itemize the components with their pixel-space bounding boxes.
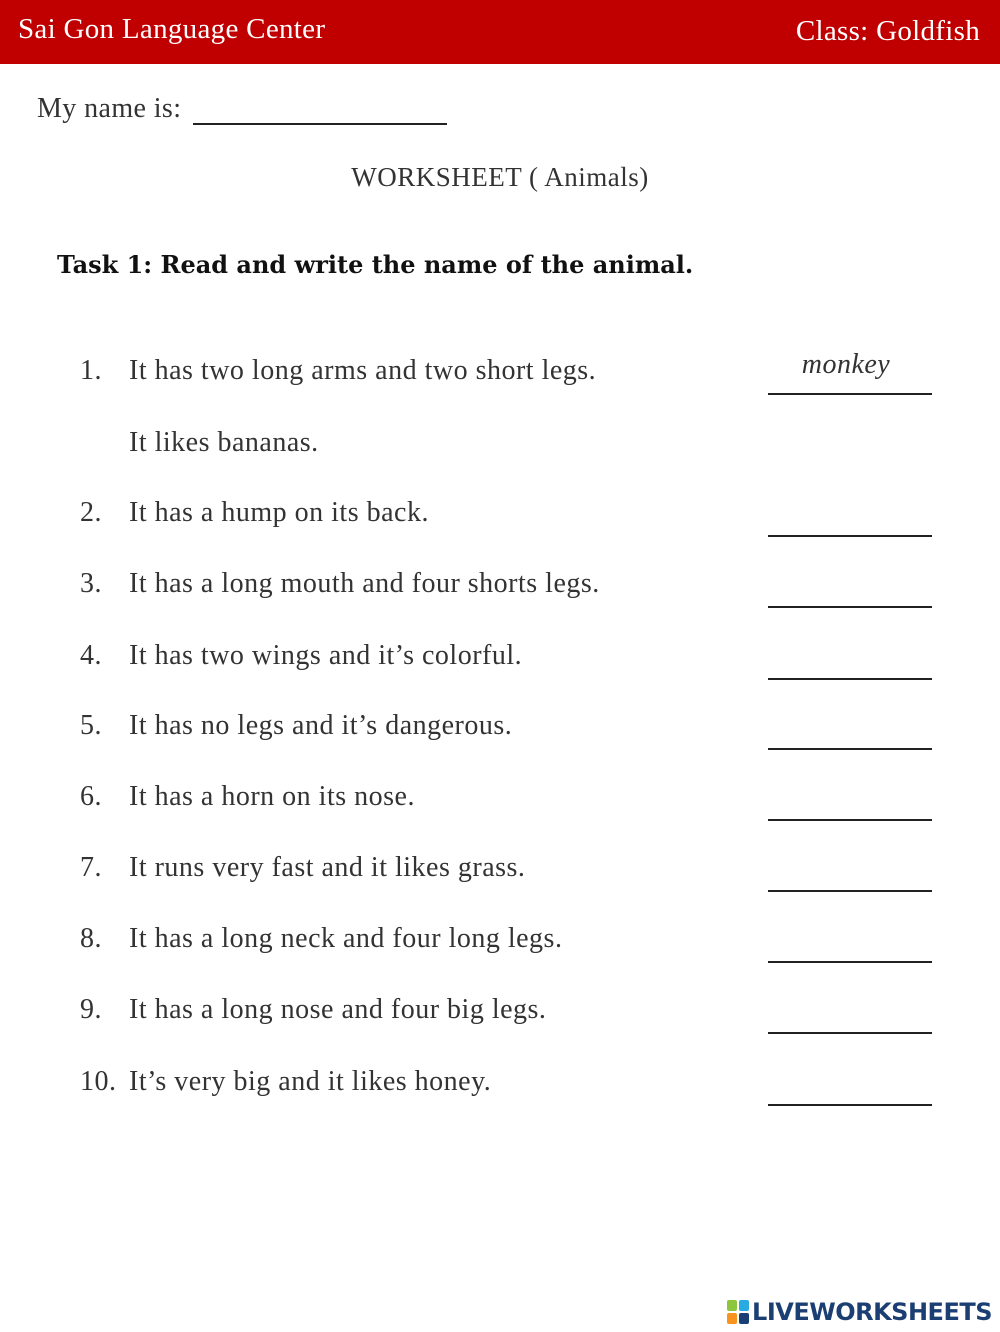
- answer-input[interactable]: [768, 640, 932, 680]
- question-text: It has two long arms and two short legs.: [129, 355, 597, 386]
- question-text: It has a long nose and four big legs.: [129, 994, 547, 1025]
- header-bar: [0, 0, 1000, 64]
- task-title: Task 1: Read and write the name of the animal.: [57, 250, 694, 279]
- question-number: 4.: [80, 640, 102, 671]
- logo-text: LIVEWORKSHEETS: [752, 1298, 992, 1326]
- question-item-5: [0, 710, 1000, 754]
- question-number: 10.: [80, 1066, 117, 1097]
- question-item-4: [0, 640, 1000, 684]
- answer-input[interactable]: [768, 852, 932, 892]
- answer-input[interactable]: [768, 1066, 932, 1106]
- question-text: It runs very fast and it likes grass.: [129, 852, 526, 883]
- question-text: It has two wings and it’s colorful.: [129, 640, 523, 671]
- name-field-row: [37, 93, 447, 125]
- question-number: 5.: [80, 710, 102, 741]
- answer-input[interactable]: [768, 710, 932, 750]
- question-1-continuation: It likes bananas.: [129, 427, 319, 458]
- question-number: 8.: [80, 923, 102, 954]
- question-text: It has a long mouth and four shorts legs.: [129, 568, 600, 599]
- answer-input[interactable]: [768, 781, 932, 821]
- question-item-8: [0, 923, 1000, 967]
- answer-input[interactable]: [768, 994, 932, 1034]
- question-text: It has a hump on its back.: [129, 497, 429, 528]
- class-label: Class: Goldfish: [795, 15, 980, 47]
- name-label: My name is:: [37, 93, 182, 124]
- question-text: It’s very big and it likes honey.: [129, 1066, 492, 1097]
- question-text: It has a horn on its nose.: [129, 781, 415, 812]
- answer-input[interactable]: [768, 497, 932, 537]
- worksheet-title: WORKSHEET ( Animals): [351, 162, 649, 192]
- liveworksheets-logo-icon: [727, 1300, 749, 1324]
- question-item-7: [0, 852, 1000, 896]
- question-text: It has no legs and it’s dangerous.: [129, 710, 513, 741]
- answer-input[interactable]: [768, 923, 932, 963]
- question-item-9: [0, 994, 1000, 1038]
- answer-input[interactable]: [768, 349, 932, 395]
- name-input[interactable]: [193, 93, 447, 125]
- center-name: Sai Gon Language Center: [18, 13, 326, 45]
- answer-text: monkey: [801, 349, 891, 380]
- question-number: 9.: [80, 994, 102, 1025]
- question-number: 6.: [80, 781, 102, 812]
- question-item-10: [0, 1066, 1000, 1110]
- question-item-2: [0, 497, 1000, 541]
- question-text: It has a long neck and four long legs.: [129, 923, 563, 954]
- question-item-6: [0, 781, 1000, 825]
- liveworksheets-logo: [727, 1298, 992, 1326]
- question-item-3: [0, 568, 1000, 612]
- question-item-1: [0, 349, 1000, 399]
- question-number: 3.: [80, 568, 102, 599]
- question-number: 2.: [80, 497, 102, 528]
- answer-input[interactable]: [768, 568, 932, 608]
- question-number: 7.: [80, 852, 102, 883]
- question-number: 1.: [80, 355, 102, 386]
